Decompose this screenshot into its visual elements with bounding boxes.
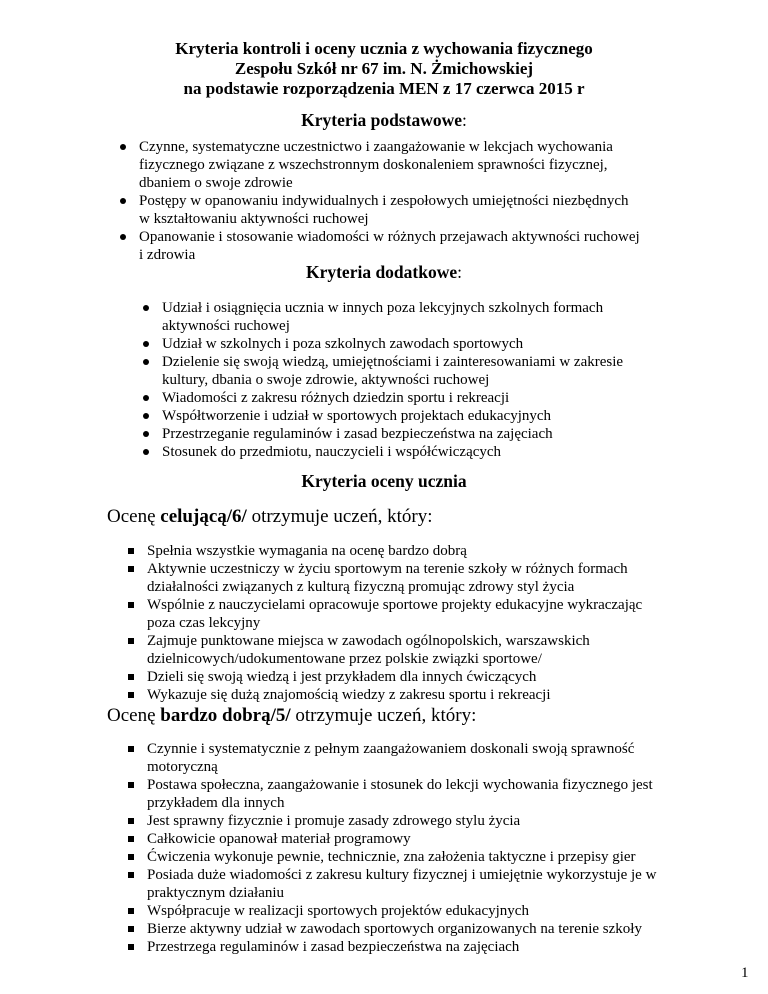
list-item [147, 812, 752, 830]
list-item-line: dbaniem o swoje zdrowie [139, 175, 293, 191]
square-bullet-icon [125, 776, 137, 794]
list-item-line: Wiadomości z zakresu różnych dziedzin sportu i rekreacji [162, 390, 510, 406]
list-item [147, 596, 747, 632]
list-item-line: Czynne, systematyczne uczestnictwo i zaangażowanie w lekcjach wychowania [139, 139, 613, 155]
bullet-icon [140, 299, 152, 317]
list-item-line: w kształtowaniu aktywności ruchowej [139, 211, 369, 227]
square-bullet-icon [125, 686, 137, 704]
square-bullet-icon [125, 902, 137, 920]
list-item-line: Przestrzeganie regulaminów i zasad bezpieczeństwa na zajęciach [162, 426, 553, 442]
list-item-line: Aktywnie uczestniczy w życiu sportowym na terenie szkoły w różnych formach [147, 561, 628, 577]
list-item [147, 848, 752, 866]
list-item [162, 407, 742, 425]
grade-5-heading: Ocenę bardzo dobrą/5/ otrzymuje uczeń, który: [107, 705, 477, 726]
square-bullet-icon [125, 596, 137, 614]
basic-criteria-heading: Kryteria podstawowe: [301, 110, 467, 130]
list-item-line: przykładem dla innych [147, 795, 285, 811]
bullet-icon [117, 138, 129, 156]
list-item-line: Bierze aktywny udział w zawodach sportowych organizowanych na terenie szkoły [147, 921, 642, 937]
list-item-line: Zajmuje punktowane miejsca w zawodach ogólnopolskich, warszawskich [147, 633, 590, 649]
list-item-line: Przestrzega regulaminów i zasad bezpieczeństwa na zajęciach [147, 939, 520, 955]
square-bullet-icon [125, 848, 137, 866]
list-item-line: Posiada duże wiadomości z zakresu kultury fizycznej i umiejętnie wykorzystuje je w [147, 867, 657, 883]
list-item-line: motoryczną [147, 759, 218, 775]
bullet-icon [117, 228, 129, 246]
list-item-line: poza czas lekcyjny [147, 615, 261, 631]
list-item [147, 866, 752, 902]
list-item [162, 443, 742, 461]
list-item [147, 830, 752, 848]
list-item [162, 425, 742, 443]
bullet-icon [140, 407, 152, 425]
bullet-icon [140, 353, 152, 371]
list-item [147, 560, 747, 596]
title-line-2: Zespołu Szkół nr 67 im. N. Żmichowskiej [234, 59, 534, 78]
list-item [139, 138, 739, 192]
bullet-icon [117, 192, 129, 210]
grade-6-heading: Ocenę celującą/6/ otrzymuje uczeń, który: [107, 506, 433, 527]
list-item-line: dzielnicowych/udokumentowane przez polskie związki sportowe/ [147, 651, 542, 667]
list-item [147, 686, 747, 704]
title-line-1: Kryteria kontroli i oceny ucznia z wychowania fizycznego [175, 39, 593, 58]
list-item-line: Współpracuje w realizacji sportowych projektów edukacyjnych [147, 903, 529, 919]
list-item-line: Postawa społeczna, zaangażowanie i stosunek do lekcji wychowania fizycznego jest [147, 777, 653, 793]
list-item-line: fizycznego związane z wszechstronnym doskonaleniem sprawności fizycznej, [139, 157, 608, 173]
list-item-line: Ćwiczenia wykonuje pewnie, technicznie, zna założenia taktyczne i przepisy gier [147, 849, 636, 865]
list-item-line: i zdrowia [139, 247, 196, 263]
list-item [162, 353, 742, 389]
list-item [162, 335, 742, 353]
list-item [162, 299, 742, 335]
bullet-icon [140, 389, 152, 407]
square-bullet-icon [125, 740, 137, 758]
square-bullet-icon [125, 668, 137, 686]
page-number: 1 [741, 965, 749, 981]
list-item [139, 228, 739, 264]
list-item-line: Dzieli się swoją wiedzą i jest przykładem dla innych ćwiczących [147, 669, 537, 685]
list-item-line: praktycznym działaniu [147, 885, 285, 901]
additional-criteria-list [162, 299, 742, 461]
square-bullet-icon [125, 866, 137, 884]
list-item [147, 542, 747, 560]
grade-5-list [147, 740, 752, 956]
list-item-line: Wspólnie z nauczycielami opracowuje sportowe projekty edukacyjne wykraczając [147, 597, 643, 613]
list-item-line: Stosunek do przedmiotu, nauczycieli i współćwiczących [162, 444, 502, 460]
square-bullet-icon [125, 542, 137, 560]
list-item-line: aktywności ruchowej [162, 318, 290, 334]
list-item-line: Czynnie i systematycznie z pełnym zaangażowaniem doskonali swoją sprawność [147, 741, 635, 757]
list-item-line: Całkowicie opanował materiał programowy [147, 831, 411, 847]
list-item [139, 192, 739, 228]
list-item [147, 632, 747, 668]
square-bullet-icon [125, 920, 137, 938]
bullet-icon [140, 443, 152, 461]
bullet-icon [140, 425, 152, 443]
square-bullet-icon [125, 560, 137, 578]
list-item-line: Spełnia wszystkie wymagania na ocenę bardzo dobrą [147, 543, 467, 559]
list-item-line: Udział w szkolnych i poza szkolnych zawodach sportowych [162, 336, 524, 352]
additional-criteria-heading: Kryteria dodatkowe: [305, 262, 463, 282]
list-item [147, 668, 747, 686]
list-item-line: Opanowanie i stosowanie wiadomości w różnych przejawach aktywności ruchowej [139, 229, 640, 245]
basic-criteria-list [139, 138, 739, 264]
list-item [162, 389, 742, 407]
square-bullet-icon [125, 938, 137, 956]
list-item-line: Jest sprawny fizycznie i promuje zasady zdrowego stylu życia [147, 813, 521, 829]
square-bullet-icon [125, 632, 137, 650]
square-bullet-icon [125, 830, 137, 848]
list-item-line: Dzielenie się swoją wiedzą, umiejętnościami i zainteresowaniami w zakresie [162, 354, 624, 370]
list-item [147, 902, 752, 920]
grading-criteria-heading: Kryteria oceny ucznia [301, 471, 467, 491]
list-item-line: Postępy w opanowaniu indywidualnych i zespołowych umiejętności niezbędnych [139, 193, 629, 209]
grade-6-list [147, 542, 747, 704]
document-title [0, 39, 768, 99]
list-item-line: kultury, dbania o swoje zdrowie, aktywności ruchowej [162, 372, 490, 388]
list-item [147, 920, 752, 938]
list-item [147, 938, 752, 956]
square-bullet-icon [125, 812, 137, 830]
title-line-3: na podstawie rozporządzenia MEN z 17 czerwca 2015 r [183, 79, 585, 98]
list-item [147, 740, 752, 776]
list-item [147, 776, 752, 812]
bullet-icon [140, 335, 152, 353]
list-item-line: Wykazuje się dużą znajomością wiedzy z zakresu sportu i rekreacji [147, 687, 551, 703]
list-item-line: działalności związanych z kulturą fizyczną promując zdrowy styl życia [147, 579, 575, 595]
list-item-line: Współtworzenie i udział w sportowych projektach edukacyjnych [162, 408, 552, 424]
list-item-line: Udział i osiągnięcia ucznia w innych poza lekcyjnych szkolnych formach [162, 300, 604, 316]
